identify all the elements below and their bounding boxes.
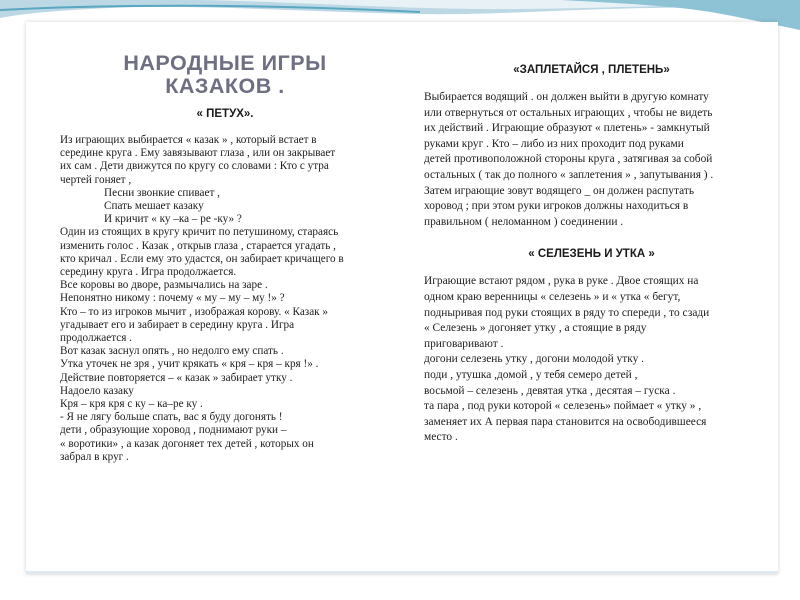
game-title-selezen: « СЕЛЕЗЕНЬ И УТКА » xyxy=(528,248,655,261)
page-bottom-border xyxy=(26,571,778,574)
right-column xyxy=(424,64,759,446)
document-page xyxy=(26,22,778,574)
left-column xyxy=(60,52,390,464)
game-text-pleten: Выбирается водящий . он должен выйти в другую комнату или отвернуться от остальных играющих , чтобы не видеть их действий . Играющие образуют « плетень» - замкнутый руками круг . Кто – либо из них проходит под руками детей противоположной стороны круга , затягивая за собой остальных ( так до полного « заплетения » , запутывания ) . Затем играющие зовут водящего _ он должен распутать хоровод ; при этом руки игроков должны находиться в правильном ( неломанном ) соединении . xyxy=(424,91,714,228)
game-title-pleten: «ЗАПЛЕТАЙСЯ , ПЛЕТЕНЬ» xyxy=(513,64,670,76)
page-title: НАРОДНЫЕ ИГРЫ КАЗАКОВ . xyxy=(123,51,327,98)
game-text-selezen: Играющие встают рядом , рука в руке . Двое стоящих на одном краю веренницы « селезень » и « утка « бегут, подныривая под руки стоящих в ряду то спереди , то сзади « Селезень » догоняет утку , а стоящие в ряду приговаривают . догони селезень утку , догони молодой утку . поди , утушка ,домой , у тебя семеро детей , восьмой – селезень , девятая утка , десятая – гуска . та пара , под руки которой « селезень» поймает « утку » , заменяет их А первая пара становится на освободившееся место . xyxy=(424,275,710,444)
game-text-petukh-rest: Один из стоящих в кругу кричит по петушиному, стараясь изменить голос . Казак , открыв глаза , старается угадать , кто кричал . Если ему это удастся, он забирает кричащего в середину круга . Игра продолжается. Все коровы во дворе, размычались на заре . Непонятно никому : почему « му – му – му !» ? Кто – то из игроков мычит , изображая корову. « Казак » угадывает его и забирает в середину круга . Игра продолжается . Вот казак заснул опять , но недолго ему спать . Утка уточек не зря , учит крякать « кря – кря – кря !» . Действие повторяется – « казак » забирает утку . Надоело казаку Кря – кря кря с ку – ка–ре ку . - Я не лягу больше спать, вас я буду догонять ! дети , образующие хоровод , поднимают руки – « воротики» , а казак догоняет тех детей , которых он забрал в круг . xyxy=(60,226,344,463)
game-text-petukh-intro: Из играющих выбирается « казак » , который встает в середине круга . Ему завязывают глаза , или он закрывает их сам . Дети движутся по кругу со словами : Кто с утра чертей гоняет , xyxy=(60,134,336,186)
game-poem-petukh: Песни звонкие спивает , Спать мешает казаку И кричит « ку –ка – ре -ку» ? xyxy=(104,186,242,226)
game-title-petukh: « ПЕТУХ». xyxy=(196,108,254,120)
